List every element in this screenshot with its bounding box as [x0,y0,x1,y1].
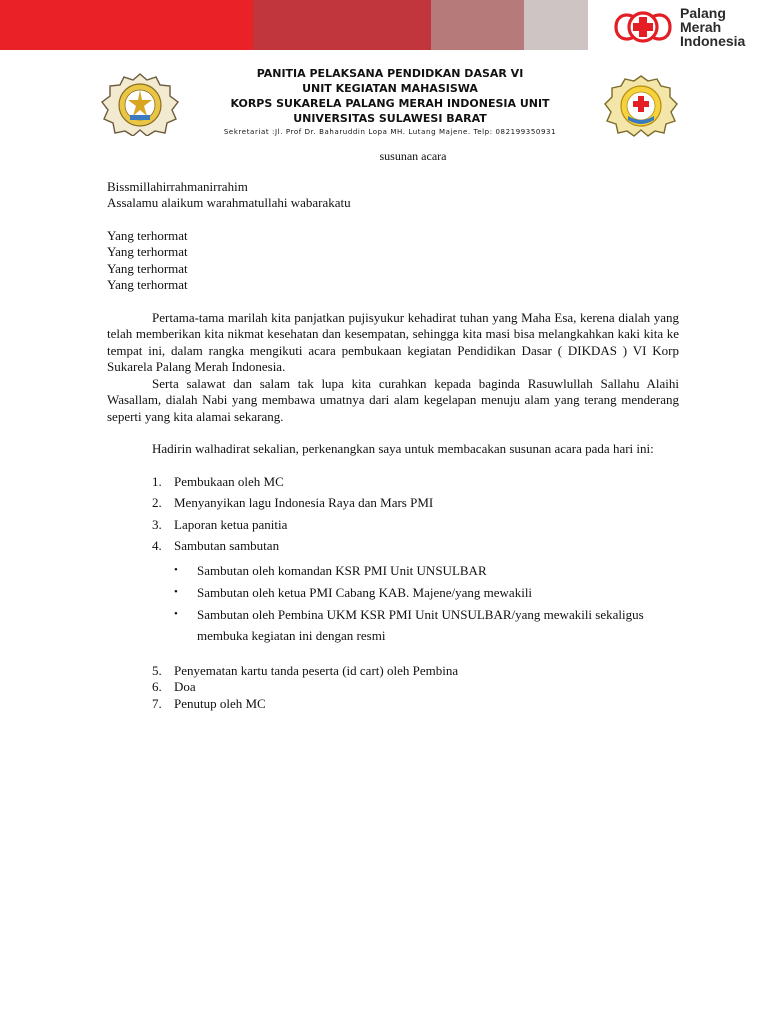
pmi-wordmark-line2: Merah [680,19,722,35]
pmi-wordmark [680,6,745,48]
list-item-number: 7. [152,695,162,711]
header-band-grey [524,0,588,50]
sub-list-item [107,604,679,646]
salutation-line: Yang terhormat [107,260,188,276]
list-item-number: 2. [152,495,162,510]
pmi-wordmark-line1: Palang [680,5,726,21]
sub-list-item-text: Sambutan oleh ketua PMI Cabang KAB. Majene/yang mewakili [197,584,533,600]
sub-list-item-text: Sambutan oleh komandan KSR PMI Unit UNSULBAR [197,562,487,578]
pmi-logo [612,6,762,48]
header-band-rose [431,0,524,50]
list-item-text: Penutup oleh MC [174,695,266,711]
sub-list-item [107,560,679,581]
university-emblem-icon [100,72,180,136]
sub-list-item-text: Sambutan oleh Pembina UKM KSR PMI Unit UNSULBAR/yang mewakili sekaligus membuka kegiatan ini dengan resmi [197,606,644,643]
pmi-wordmark-line3: Indonesia [680,33,746,49]
list-item [107,474,679,491]
list-item-text: Penyematan kartu tanda peserta (id cart) oleh Pembina [174,662,459,678]
letterhead [0,60,768,140]
list-item [107,696,679,713]
list-item-text: Laporan ketua panitia [174,516,288,532]
sub-list-item [107,582,679,603]
list-item-number: 3. [152,516,162,532]
list-item-number: 1. [152,473,162,489]
list-item-text: Doa [174,679,196,694]
list-item [107,538,679,555]
list-item-text: Menyanyikan lagu Indonesia Raya dan Mars PMI [174,495,434,510]
document-title: susunan acara [379,149,447,163]
salutation-line: Yang terhormat [107,244,188,259]
header-band-red [0,0,253,50]
paragraph-salawat: Serta salawat dan salam tak lupa kita curahkan kepada baginda Rasuwlullah Sallahu Alaihi Wasallam, dialah Nabi yang membawa umatnya dari alam kegelapan menuju alam yang terang menderang seperti yang kita alamai sekarang. [107,375,679,424]
letterhead-line1: PANITIA PELAKSANA PENDIDKAN DASAR VI [256,67,524,80]
bullet-icon: • [174,607,178,620]
salutation-line: Yang terhormat [107,277,188,292]
paragraph-opening: Pertama-tama marilah kita panjatkan pujisyukur kehadirat tuhan yang Maha Esa, kerena dialah yang telah memberikan kita nikmat kesehatan dan kesempatan, sehingga kita masi bisa melangkahkan kaki kita ke tempat ini, dalam rangka mengikuti acara pembukaan kegiatan Pendidikan Dasar ( DIKDAS ) VI Korp Sukarela Palang Merah Indonesia. [107,309,679,374]
list-item-number: 5. [152,662,162,678]
paragraph-agenda-intro: Hadirin walhadirat sekalian, perkenangkan saya untuk membacakan susunan acara pada hari ini: [152,441,654,456]
salutation-line: Yang terhormat [107,227,188,243]
letterhead-line4: UNIVERSITAS SULAWESI BARAT [293,112,487,125]
list-item-number: 4. [152,538,162,553]
bullet-icon: • [174,585,178,598]
agenda-list [107,474,679,555]
ksr-unit-emblem-icon [603,74,679,138]
letterhead-line3: KORPS SUKARELA PALANG MERAH INDONESIA UNIT [230,97,550,110]
letterhead-text [190,66,590,138]
letterhead-line2: UNIT KEGIATAN MAHASISWA [302,82,478,95]
opening-line: Assalamu alaikum warahmatullahi wabarakatu [107,195,351,210]
opening-line: Bissmillahirrahmanirrahim [107,178,248,194]
list-item [107,517,679,534]
sambutan-sub-list [107,560,679,646]
header-band-dark-red [253,0,431,50]
list-item [107,663,679,680]
pmi-red-cross-emblem-icon [612,6,674,48]
agenda-list-end [107,663,679,713]
list-item-number: 6. [152,679,162,694]
list-item [107,679,679,696]
letterhead-address: Sekretariat :Jl. Prof Dr. Baharuddin Lopa MH. Lutang Majene. Telp: 082199350931 [223,128,557,136]
bullet-icon: • [174,563,178,576]
document-body [107,148,679,712]
list-item [107,495,679,512]
list-item-text: Pembukaan oleh MC [174,473,284,489]
list-item-text: Sambutan sambutan [174,538,280,553]
